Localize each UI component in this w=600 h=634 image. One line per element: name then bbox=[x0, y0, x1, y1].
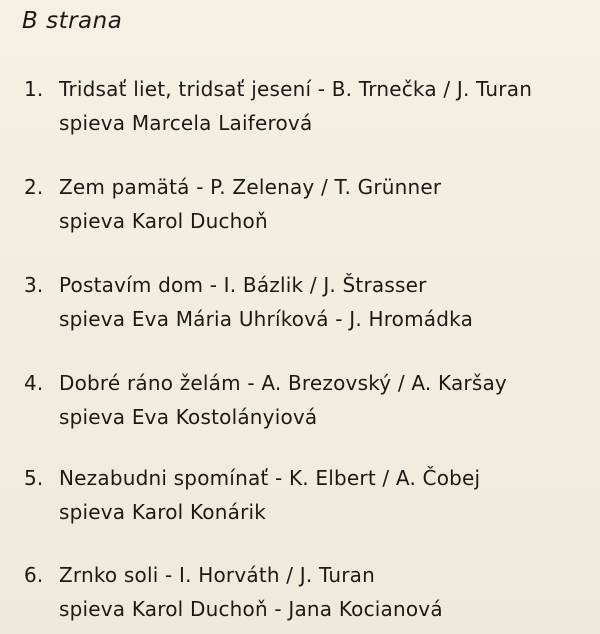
track-title: Tridsať liet, tridsať jesení - B. Trnečka / J. Turan bbox=[59, 77, 533, 101]
track-number: 2. bbox=[24, 175, 44, 199]
track-title-line bbox=[24, 366, 584, 400]
track-item bbox=[24, 268, 584, 336]
track-title: Zem pamätá - P. Zelenay / T. Grünner bbox=[59, 175, 442, 199]
track-number: 6. bbox=[24, 563, 44, 587]
track-title: Dobré ráno želám - A. Brezovský / A. Karšay bbox=[59, 371, 507, 395]
track-item bbox=[24, 461, 584, 529]
track-item bbox=[24, 72, 584, 140]
track-singer: spieva Marcela Laiferová bbox=[59, 111, 313, 135]
track-singer: spieva Karol Duchoň - Jana Kocianová bbox=[59, 597, 443, 621]
track-singer: spieva Karol Konárik bbox=[59, 500, 267, 524]
track-title-line bbox=[24, 558, 584, 592]
track-number: 5. bbox=[24, 466, 44, 490]
track-title-line bbox=[24, 461, 584, 495]
track-title-line bbox=[24, 268, 584, 302]
track-item bbox=[24, 170, 584, 238]
track-item bbox=[24, 558, 584, 626]
track-singer: spieva Eva Kostolányiová bbox=[59, 405, 318, 429]
track-number: 3. bbox=[24, 273, 44, 297]
track-title: Postavím dom - I. Bázlik / J. Štrasser bbox=[59, 273, 427, 297]
track-title: Zrnko soli - I. Horváth / J. Turan bbox=[59, 563, 376, 587]
track-singer: spieva Eva Mária Uhríková - J. Hromádka bbox=[59, 307, 474, 331]
side-title: B strana bbox=[22, 8, 123, 34]
track-number: 4. bbox=[24, 371, 44, 395]
track-title-line bbox=[24, 72, 584, 106]
track-number: 1. bbox=[24, 77, 44, 101]
track-singer: spieva Karol Duchoň bbox=[59, 209, 268, 233]
track-title: Nezabudni spomínať - K. Elbert / A. Čobej bbox=[59, 466, 481, 490]
track-item bbox=[24, 366, 584, 434]
track-title-line bbox=[24, 170, 584, 204]
